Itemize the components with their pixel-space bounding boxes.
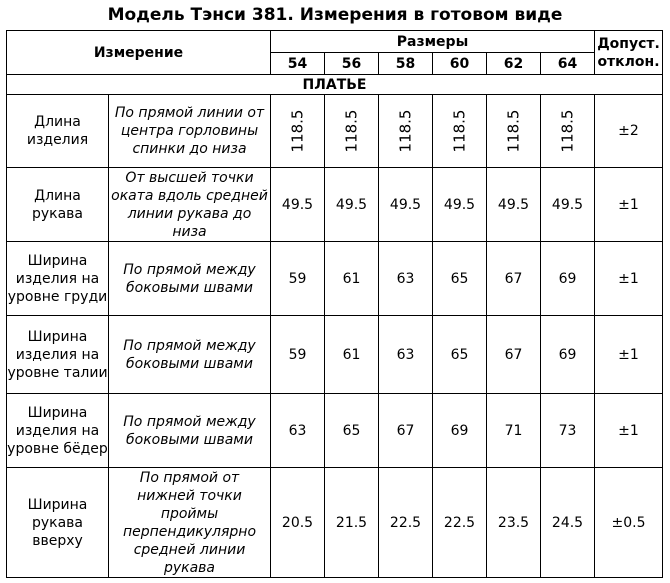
rotated-value: 118.5 [396, 109, 415, 152]
row-description: По прямой между боковыми швами [109, 242, 271, 316]
rotated-value: 118.5 [558, 109, 577, 152]
rotated-value: 118.5 [342, 109, 361, 152]
size-header: 64 [541, 53, 595, 75]
row-name: Ширина изделия на уровне талии [7, 316, 109, 394]
value-cell: 63 [271, 394, 325, 468]
row-name: Ширина изделия на уровне бёдер [7, 394, 109, 468]
table-row [7, 168, 663, 242]
value-cell: 63 [379, 316, 433, 394]
value-cell [433, 95, 487, 168]
value-cell: 61 [325, 316, 379, 394]
value-cell [379, 95, 433, 168]
row-description: По прямой между боковыми швами [109, 394, 271, 468]
value-cell [325, 95, 379, 168]
tolerance-cell: ±1 [595, 316, 663, 394]
row-name: Ширина изделия на уровне груди [7, 242, 109, 316]
value-cell: 65 [433, 242, 487, 316]
header-measurement: Измерение [7, 31, 271, 75]
size-header: 58 [379, 53, 433, 75]
value-cell: 61 [325, 242, 379, 316]
value-cell: 73 [541, 394, 595, 468]
rotated-value: 118.5 [450, 109, 469, 152]
table-row [7, 95, 663, 168]
value-cell: 49.5 [541, 168, 595, 242]
rotated-value: 118.5 [504, 109, 523, 152]
value-cell: 49.5 [433, 168, 487, 242]
table-row [7, 394, 663, 468]
value-cell: 65 [433, 316, 487, 394]
tolerance-cell: ±0.5 [595, 468, 663, 578]
row-name: Длина изделия [7, 95, 109, 168]
rotated-value: 118.5 [288, 109, 307, 152]
value-cell: 24.5 [541, 468, 595, 578]
row-description: По прямой линии от центра горловины спинки до низа [109, 95, 271, 168]
value-cell: 67 [487, 242, 541, 316]
row-name: Длина рукава [7, 168, 109, 242]
value-cell: 20.5 [271, 468, 325, 578]
value-cell: 65 [325, 394, 379, 468]
value-cell: 21.5 [325, 468, 379, 578]
value-cell: 49.5 [325, 168, 379, 242]
header-tolerance [595, 31, 663, 75]
value-cell: 69 [541, 242, 595, 316]
header-tolerance-line1: Допуст. [597, 35, 660, 52]
section-header: ПЛАТЬЕ [7, 75, 663, 95]
table-row [7, 468, 663, 578]
value-cell [541, 95, 595, 168]
value-cell: 49.5 [271, 168, 325, 242]
value-cell: 67 [487, 316, 541, 394]
row-description: По прямой между боковыми швами [109, 316, 271, 394]
value-cell: 69 [433, 394, 487, 468]
row-description: По прямой от нижней точки проймы перпендикулярно средней линии рукава [109, 468, 271, 578]
size-header: 60 [433, 53, 487, 75]
value-cell: 49.5 [379, 168, 433, 242]
value-cell: 63 [379, 242, 433, 316]
tolerance-cell: ±1 [595, 242, 663, 316]
value-cell: 22.5 [433, 468, 487, 578]
tolerance-cell: ±1 [595, 168, 663, 242]
page-title: Модель Тэнси 381. Измерения в готовом виде [107, 5, 563, 25]
value-cell [271, 95, 325, 168]
value-cell: 59 [271, 242, 325, 316]
value-cell: 23.5 [487, 468, 541, 578]
tolerance-cell: ±2 [595, 95, 663, 168]
value-cell [487, 95, 541, 168]
value-cell: 49.5 [487, 168, 541, 242]
size-header: 54 [271, 53, 325, 75]
table-row [7, 242, 663, 316]
table-row [7, 316, 663, 394]
value-cell: 59 [271, 316, 325, 394]
value-cell: 69 [541, 316, 595, 394]
size-header: 56 [325, 53, 379, 75]
value-cell: 22.5 [379, 468, 433, 578]
value-cell: 71 [487, 394, 541, 468]
row-description: От высшей точки оката вдоль средней линии рукава до низа [109, 168, 271, 242]
header-tolerance-line2: отклон. [597, 53, 660, 70]
value-cell: 67 [379, 394, 433, 468]
tolerance-cell: ±1 [595, 394, 663, 468]
header-sizes: Размеры [271, 31, 595, 53]
size-header: 62 [487, 53, 541, 75]
row-name: Ширина рукава вверху [7, 468, 109, 578]
measurements-table [6, 30, 663, 578]
